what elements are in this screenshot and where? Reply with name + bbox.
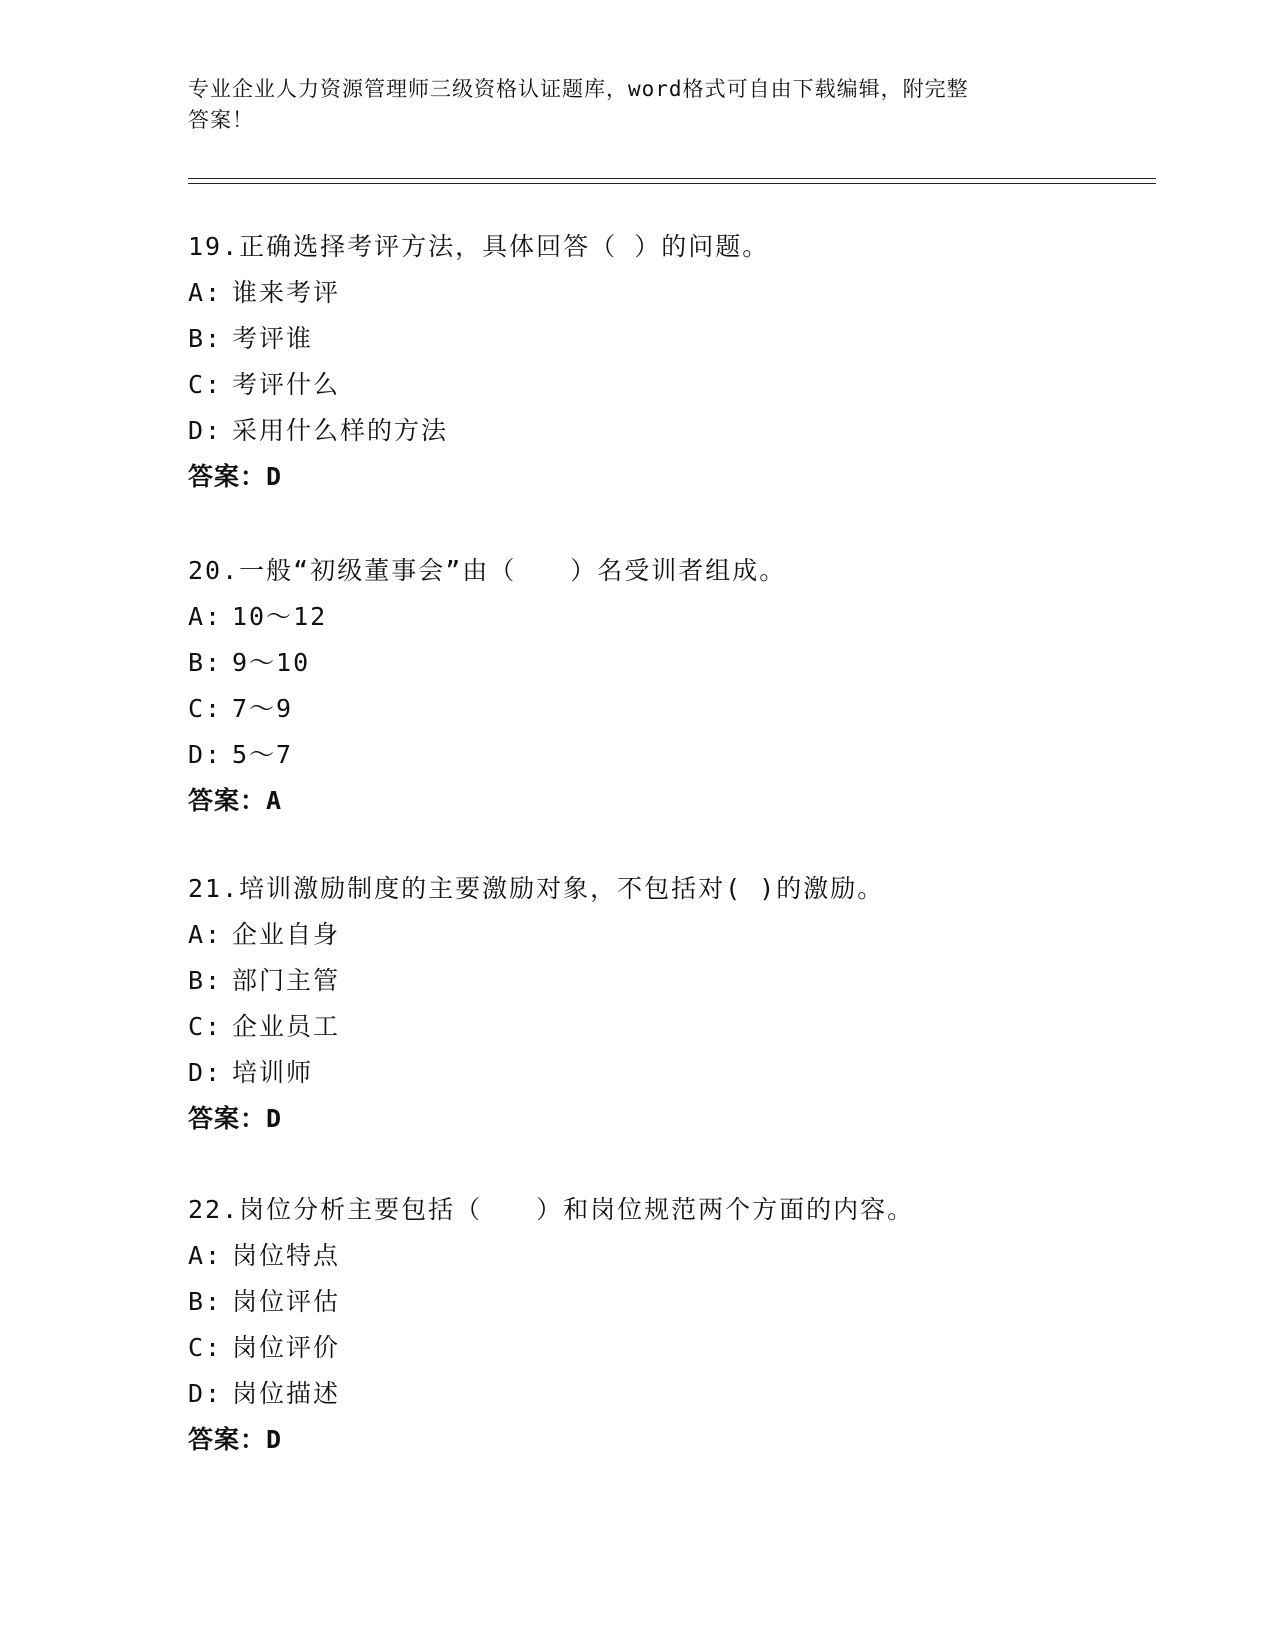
option-letter: D: bbox=[188, 1379, 223, 1408]
header-rule-top bbox=[188, 178, 1156, 179]
option-text: 岗位评估 bbox=[232, 1287, 341, 1316]
option-d bbox=[188, 1379, 1148, 1425]
question-20 bbox=[188, 556, 1148, 832]
option-text: 5～7 bbox=[232, 740, 294, 769]
option-letter: C: bbox=[188, 370, 223, 399]
question-stem: 22.岗位分析主要包括（ ）和岗位规范两个方面的内容。 bbox=[188, 1195, 915, 1224]
option-letter: A: bbox=[188, 1241, 223, 1270]
answer-line: 答案：D bbox=[188, 462, 283, 491]
option-a bbox=[188, 920, 1148, 966]
answer-line: 答案：A bbox=[188, 786, 283, 815]
option-letter: B: bbox=[188, 1287, 223, 1316]
header-line-2: 答案！ bbox=[188, 108, 254, 132]
option-c bbox=[188, 1333, 1148, 1379]
option-letter: C: bbox=[188, 1333, 223, 1362]
question-22 bbox=[188, 1195, 1148, 1471]
option-c bbox=[188, 694, 1148, 740]
option-b bbox=[188, 966, 1148, 1012]
option-c bbox=[188, 370, 1148, 416]
option-text: 考评谁 bbox=[232, 324, 314, 353]
option-d bbox=[188, 740, 1148, 786]
option-text: 岗位特点 bbox=[232, 1241, 341, 1270]
option-a bbox=[188, 278, 1148, 324]
option-text: 培训师 bbox=[232, 1058, 314, 1087]
option-letter: A: bbox=[188, 920, 223, 949]
option-a bbox=[188, 602, 1148, 648]
option-a bbox=[188, 1241, 1148, 1287]
option-text: 谁来考评 bbox=[232, 278, 341, 307]
option-d bbox=[188, 1058, 1148, 1104]
question-21 bbox=[188, 874, 1148, 1150]
option-b bbox=[188, 1287, 1148, 1333]
option-text: 9～10 bbox=[232, 648, 311, 677]
option-text: 岗位评价 bbox=[232, 1333, 341, 1362]
option-letter: D: bbox=[188, 740, 223, 769]
question-stem: 19.正确选择考评方法，具体回答（ ）的问题。 bbox=[188, 232, 770, 261]
document-header bbox=[188, 74, 1068, 136]
option-letter: B: bbox=[188, 966, 223, 995]
question-19 bbox=[188, 232, 1148, 508]
option-d bbox=[188, 416, 1148, 462]
option-letter: A: bbox=[188, 278, 223, 307]
option-text: 岗位描述 bbox=[232, 1379, 341, 1408]
question-stem: 20.一般“初级董事会”由（ ）名受训者组成。 bbox=[188, 556, 787, 585]
header-rule-bottom bbox=[188, 183, 1156, 184]
option-text: 企业员工 bbox=[232, 1012, 341, 1041]
option-letter: C: bbox=[188, 694, 223, 723]
option-b bbox=[188, 324, 1148, 370]
header-line-1: 专业企业人力资源管理师三级资格认证题库，word格式可自由下载编辑，附完整 bbox=[188, 77, 969, 101]
option-text: 考评什么 bbox=[232, 370, 341, 399]
option-letter: A: bbox=[188, 602, 223, 631]
option-text: 企业自身 bbox=[232, 920, 341, 949]
option-c bbox=[188, 1012, 1148, 1058]
option-letter: C: bbox=[188, 1012, 223, 1041]
option-letter: D: bbox=[188, 416, 223, 445]
answer-line: 答案：D bbox=[188, 1104, 283, 1133]
option-letter: B: bbox=[188, 324, 223, 353]
option-text: 7～9 bbox=[232, 694, 294, 723]
option-b bbox=[188, 648, 1148, 694]
option-text: 部门主管 bbox=[232, 966, 341, 995]
option-letter: B: bbox=[188, 648, 223, 677]
option-text: 采用什么样的方法 bbox=[232, 416, 449, 445]
option-letter: D: bbox=[188, 1058, 223, 1087]
answer-line: 答案：D bbox=[188, 1425, 283, 1454]
option-text: 10～12 bbox=[232, 602, 328, 631]
question-stem: 21.培训激励制度的主要激励对象，不包括对( )的激励。 bbox=[188, 874, 885, 903]
